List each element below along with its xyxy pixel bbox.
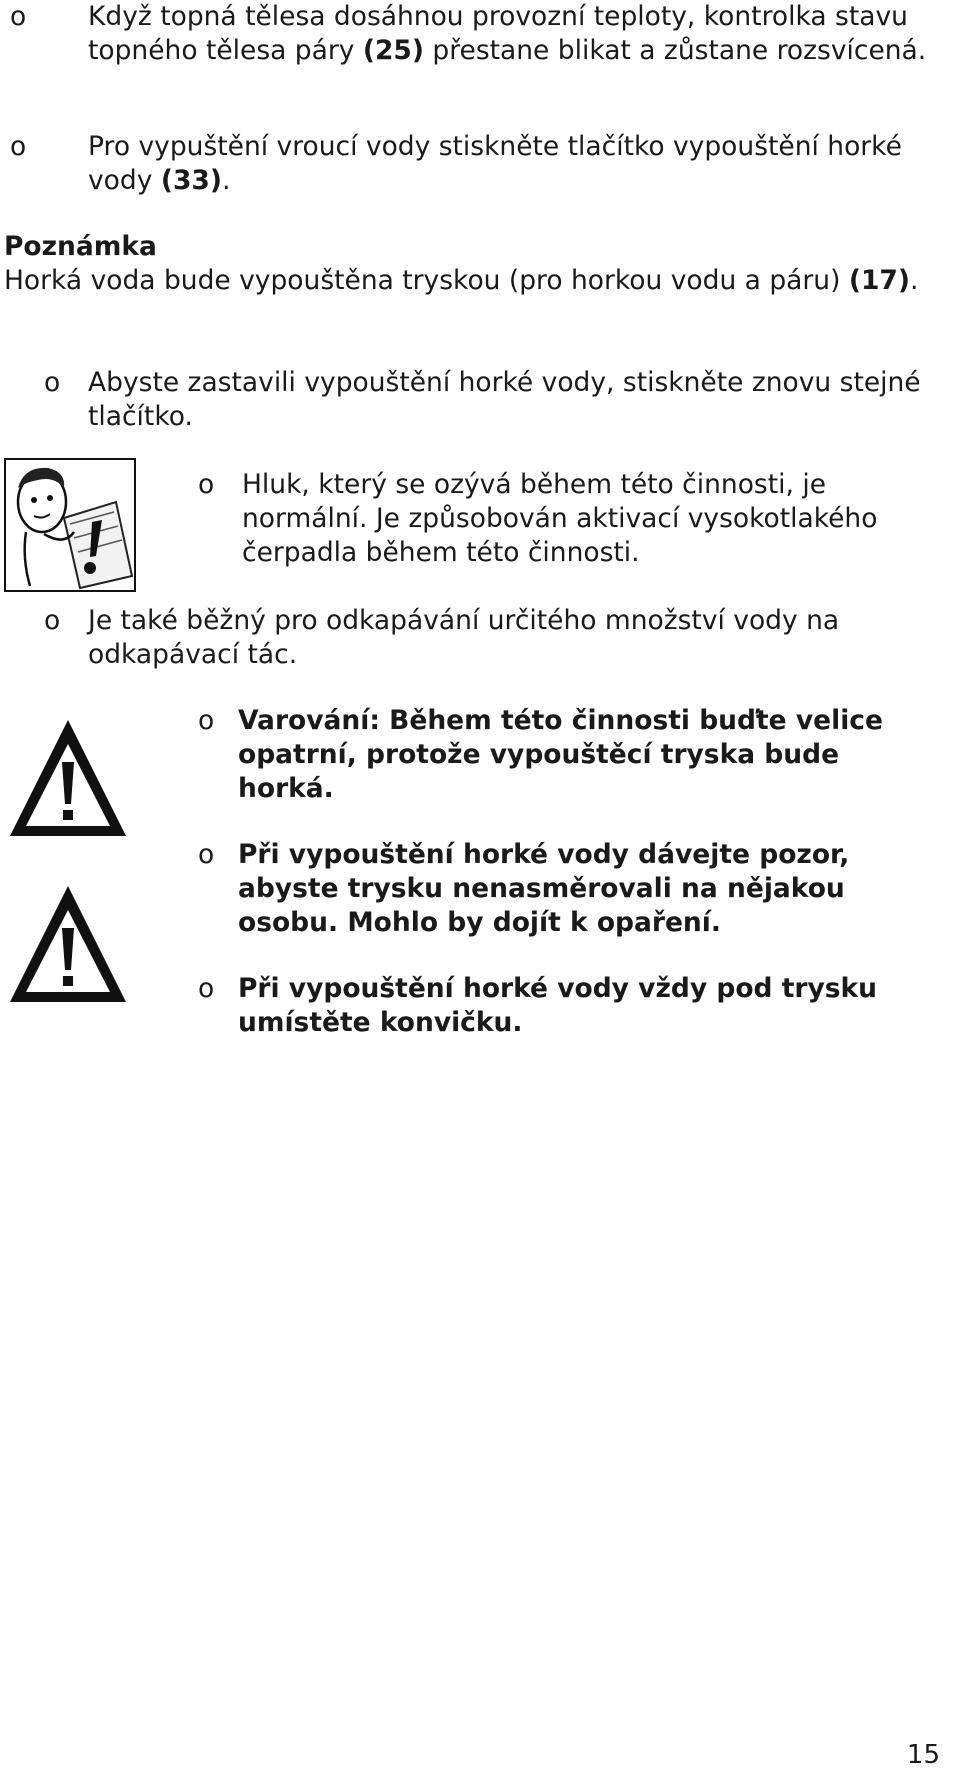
- bullet-marker: o: [198, 839, 215, 870]
- warning-triangle-icon: [6, 882, 130, 1008]
- bullet-item-2-text: Pro vypuštění vroucí vody stiskněte tlačítko vypouštění horké vody (33).: [88, 131, 902, 196]
- bullet-marker: o: [10, 131, 27, 162]
- note-text: Horká voda bude vypouštěna tryskou (pro horkou vodu a páru) (17).: [4, 265, 919, 296]
- bullet-marker: o: [44, 605, 61, 636]
- bullet-marker: o: [10, 1, 27, 32]
- warning-icon-1: [6, 716, 130, 842]
- bullet-marker: o: [44, 367, 61, 398]
- warning-text-1: Varování: Během této činnosti buďte velice opatrní, protože vypouštěcí tryska bude horká.: [238, 705, 883, 804]
- note-person-icon: [4, 458, 136, 592]
- warning-icon-2: [6, 882, 130, 1008]
- bullet-item-3-text: Abyste zastavili vypouštění horké vody, stiskněte znovu stejné tlačítko.: [88, 367, 921, 432]
- tip-text: Hluk, který se ozývá během této činnosti, je normální. Je způsobován aktivací vysokotlakého čerpadla během této činnosti.: [242, 469, 878, 568]
- warning-triangle-icon: [6, 716, 130, 842]
- bullet-marker: o: [198, 469, 215, 500]
- warning-text-3: Při vypouštění horké vody vždy pod trysku umístěte konvičku.: [238, 973, 877, 1038]
- bullet-marker: o: [198, 973, 215, 1004]
- page-number: 15: [906, 1740, 940, 1770]
- note-block: [4, 230, 944, 298]
- tip-icon-box: [4, 458, 136, 592]
- warning-text-2: Při vypouštění horké vody dávejte pozor, abyste trysku nenasměrovali na nějakou osobu. Mohlo by dojít k opaření.: [238, 839, 850, 938]
- bullet-marker: o: [198, 705, 215, 736]
- bullet-item-5-text: Je také běžný pro odkapávání určitého množství vody na odkapávací tác.: [88, 605, 840, 670]
- note-heading: Poznámka: [4, 231, 157, 262]
- bullet-item-1-text: Když topná tělesa dosáhnou provozní teploty, kontrolka stavu topného tělesa páry (25) přestane blikat a zůstane rozsvícená.: [88, 1, 927, 66]
